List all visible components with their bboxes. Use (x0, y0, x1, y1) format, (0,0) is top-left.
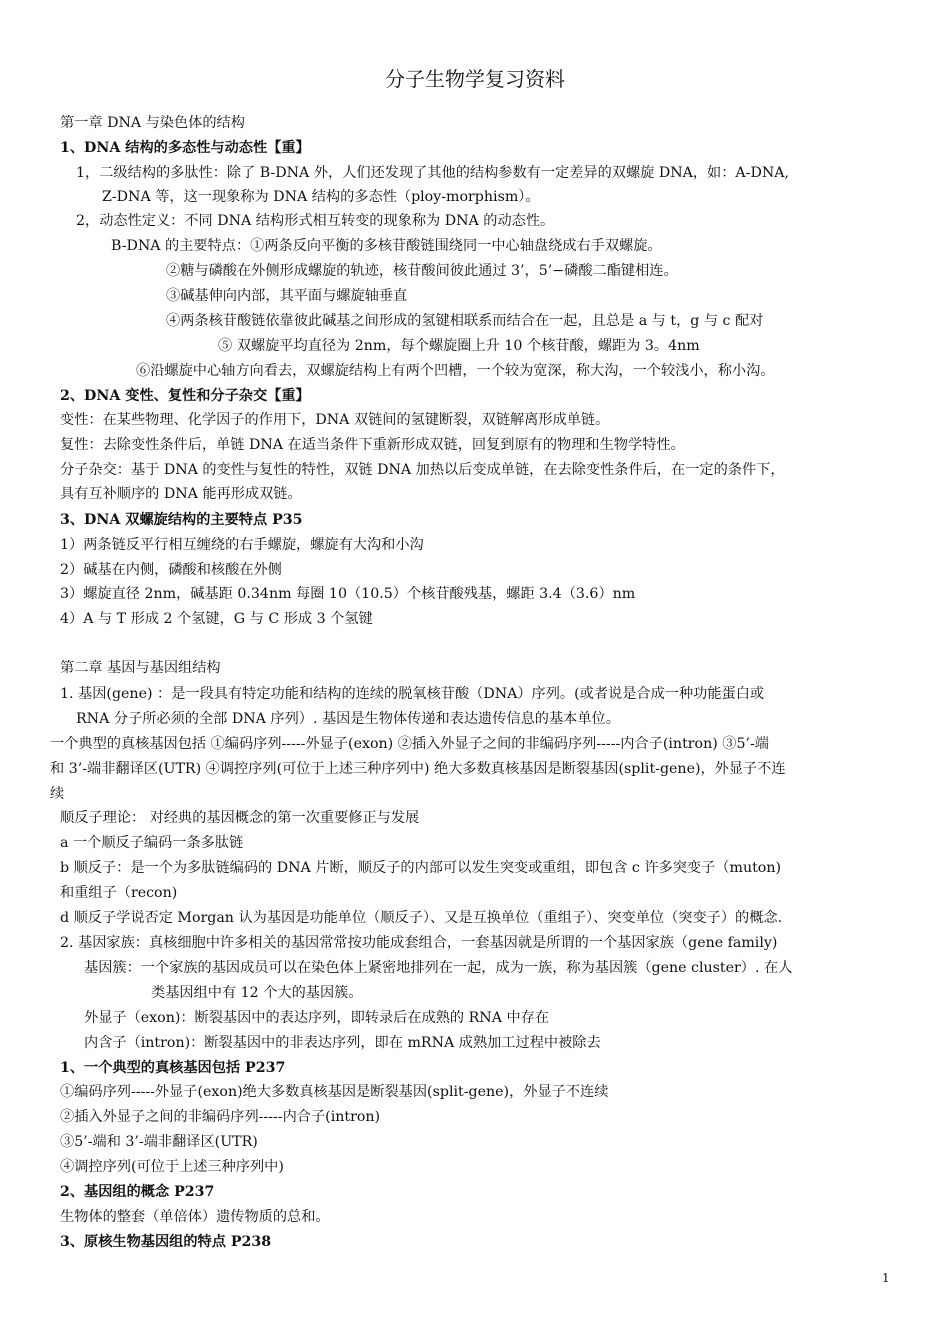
section-heading: 2、DNA 变性、复性和分子杂交【重】 (60, 388, 310, 404)
section-heading: 1、DNA 结构的多态性与动态性【重】 (60, 140, 310, 156)
section-heading: 2、基因组的概念 P237 (60, 1184, 215, 1200)
text-line: ①编码序列-----外显子(exon)绝大多数真核基因是断裂基因(split-gene)，外显子不连续 (60, 1084, 609, 1100)
text-line: 内含子（intron)：断裂基因中的非表达序列，即在 mRNA 成熟加工过程中被除去 (84, 1035, 601, 1051)
text-line: 2，动态性定义：不同 DNA 结构形式相互转变的现象称为 DNA 的动态性。 (76, 213, 555, 229)
text-line: 一个典型的真核基因包括 ①编码序列-----外显子(exon) ②插入外显子之间的非编码序列-----内合子(intron) ③5’-端 (50, 736, 769, 752)
text-line: b 顺反子：是一个为多肽链编码的 DNA 片断，顺反子的内部可以发生突变或重组，即包含 c 许多突变子（muton) (60, 860, 781, 876)
text-line: 变性：在某些物理、化学因子的作用下，DNA 双链间的氢键断裂，双链解离形成单链。 (60, 412, 610, 428)
text-line: 具有互补顺序的 DNA 能再形成双链。 (60, 486, 302, 502)
text-line: ③5’-端和 3’-端非翻译区(UTR) (60, 1134, 258, 1150)
text-line: 续 (50, 786, 65, 802)
text-line: ④两条核苷酸链依靠彼此碱基之间形成的氢键相联系而结合在一起，且总是 a 与 t，g 与 c 配对 (166, 313, 764, 329)
text-line: Z-DNA 等，这一现象称为 DNA 结构的多态性（ploy-morphism）。 (102, 189, 540, 205)
text-line: 和重组子（recon) (60, 885, 178, 901)
text-line: 3）螺旋直径 2nm，碱基距 0.34nm 每圈 10（10.5）个核苷酸残基，螺距 3.4（3.6）nm (60, 586, 636, 602)
section-heading: 3、原核生物基因组的特点 P238 (60, 1234, 272, 1250)
chapter-heading: 第一章 DNA 与染色体的结构 (60, 115, 245, 131)
text-line: 4）A 与 T 形成 2 个氢键，G 与 C 形成 3 个氢键 (60, 611, 373, 627)
text-line: ⑤ 双螺旋平均直径为 2nm，每个螺旋圈上升 10 个核苷酸，螺距为 3。4nm (218, 338, 700, 354)
text-line: RNA 分子所必须的全部 DNA 序列）. 基因是生物体传递和表达遗传信息的基本单位。 (76, 711, 620, 727)
text-line: B-DNA 的主要特点：①两条反向平衡的多核苷酸链围绕同一中心轴盘绕成右手双螺旋。 (111, 238, 662, 254)
page-title: 分子生物学复习资料 (385, 67, 565, 91)
text-line: 外显子（exon)：断裂基因中的表达序列，即转录后在成熟的 RNA 中存在 (84, 1010, 550, 1026)
text-line: 2）碱基在内侧，磷酸和核酸在外侧 (60, 562, 282, 578)
text-line: ②插入外显子之间的非编码序列-----内合子(intron) (60, 1109, 381, 1125)
text-line: 复性：去除变性条件后，单链 DNA 在适当条件下重新形成双链，回复到原有的物理和生物学特性。 (60, 437, 685, 453)
text-line: 和 3’-端非翻译区(UTR) ④调控序列(可位于上述三种序列中) 绝大多数真核基因是断裂基因(split-gene)，外显子不连 (50, 761, 786, 777)
text-line: 1）两条链反平行相互缠绕的右手螺旋，螺旋有大沟和小沟 (60, 537, 424, 553)
page-number: 1 (882, 1271, 890, 1285)
text-line: d 顺反子学说否定 Morgan 认为基因是功能单位（顺反子）、又是互换单位（重组子）、突变单位（突变子）的概念. (60, 910, 783, 926)
text-line: ④调控序列(可位于上述三种序列中) (60, 1159, 284, 1175)
section-heading: 3、DNA 双螺旋结构的主要特点 P35 (60, 512, 303, 528)
text-line: 2. 基因家族：真核细胞中许多相关的基因常常按功能成套组合，一套基因就是所谓的一个基因家族（gene family) (60, 935, 778, 951)
text-line: ⑥沿螺旋中心轴方向看去，双螺旋结构上有两个凹槽，一个较为宽深，称大沟，一个较浅小，称小沟。 (136, 363, 775, 379)
text-line: ③碱基伸向内部，其平面与螺旋轴垂直 (166, 288, 408, 304)
text-line: 基因簇：一个家族的基因成员可以在染色体上紧密地排列在一起，成为一族，称为基因簇（gene cluster）. 在人 (84, 960, 793, 976)
section-heading: 1、一个典型的真核基因包括 P237 (60, 1060, 286, 1076)
text-line: ②糖与磷酸在外侧形成螺旋的轨迹，核苷酸间彼此通过 3’，5’−磷酸二酯键相连。 (166, 263, 678, 279)
text-line: a 一个顺反子编码一条多肽链 (60, 835, 244, 851)
text-line: 类基因组中有 12 个大的基因簇。 (151, 985, 363, 1001)
text-line: 生物体的整套（单倍体）遗传物质的总和。 (60, 1209, 330, 1225)
text-line: 顺反子理论： 对经典的基因概念的第一次重要修正与发展 (60, 810, 420, 826)
chapter-heading: 第二章 基因与基因组结构 (60, 660, 221, 676)
text-line: 分子杂交：基于 DNA 的变性与复性的特性，双链 DNA 加热以后变成单链，在去除变性条件后，在一定的条件下， (60, 462, 785, 478)
text-line: 1，二级结构的多肽性：除了 B-DNA 外，人们还发现了其他的结构参数有一定差异的双螺旋 DNA，如：A-DNA, (76, 165, 790, 181)
text-line: 1. 基因(gene) ：是一段具有特定功能和结构的连续的脱氧核苷酸（DNA）序列。(或者说是合成一种功能蛋白或 (60, 686, 765, 702)
